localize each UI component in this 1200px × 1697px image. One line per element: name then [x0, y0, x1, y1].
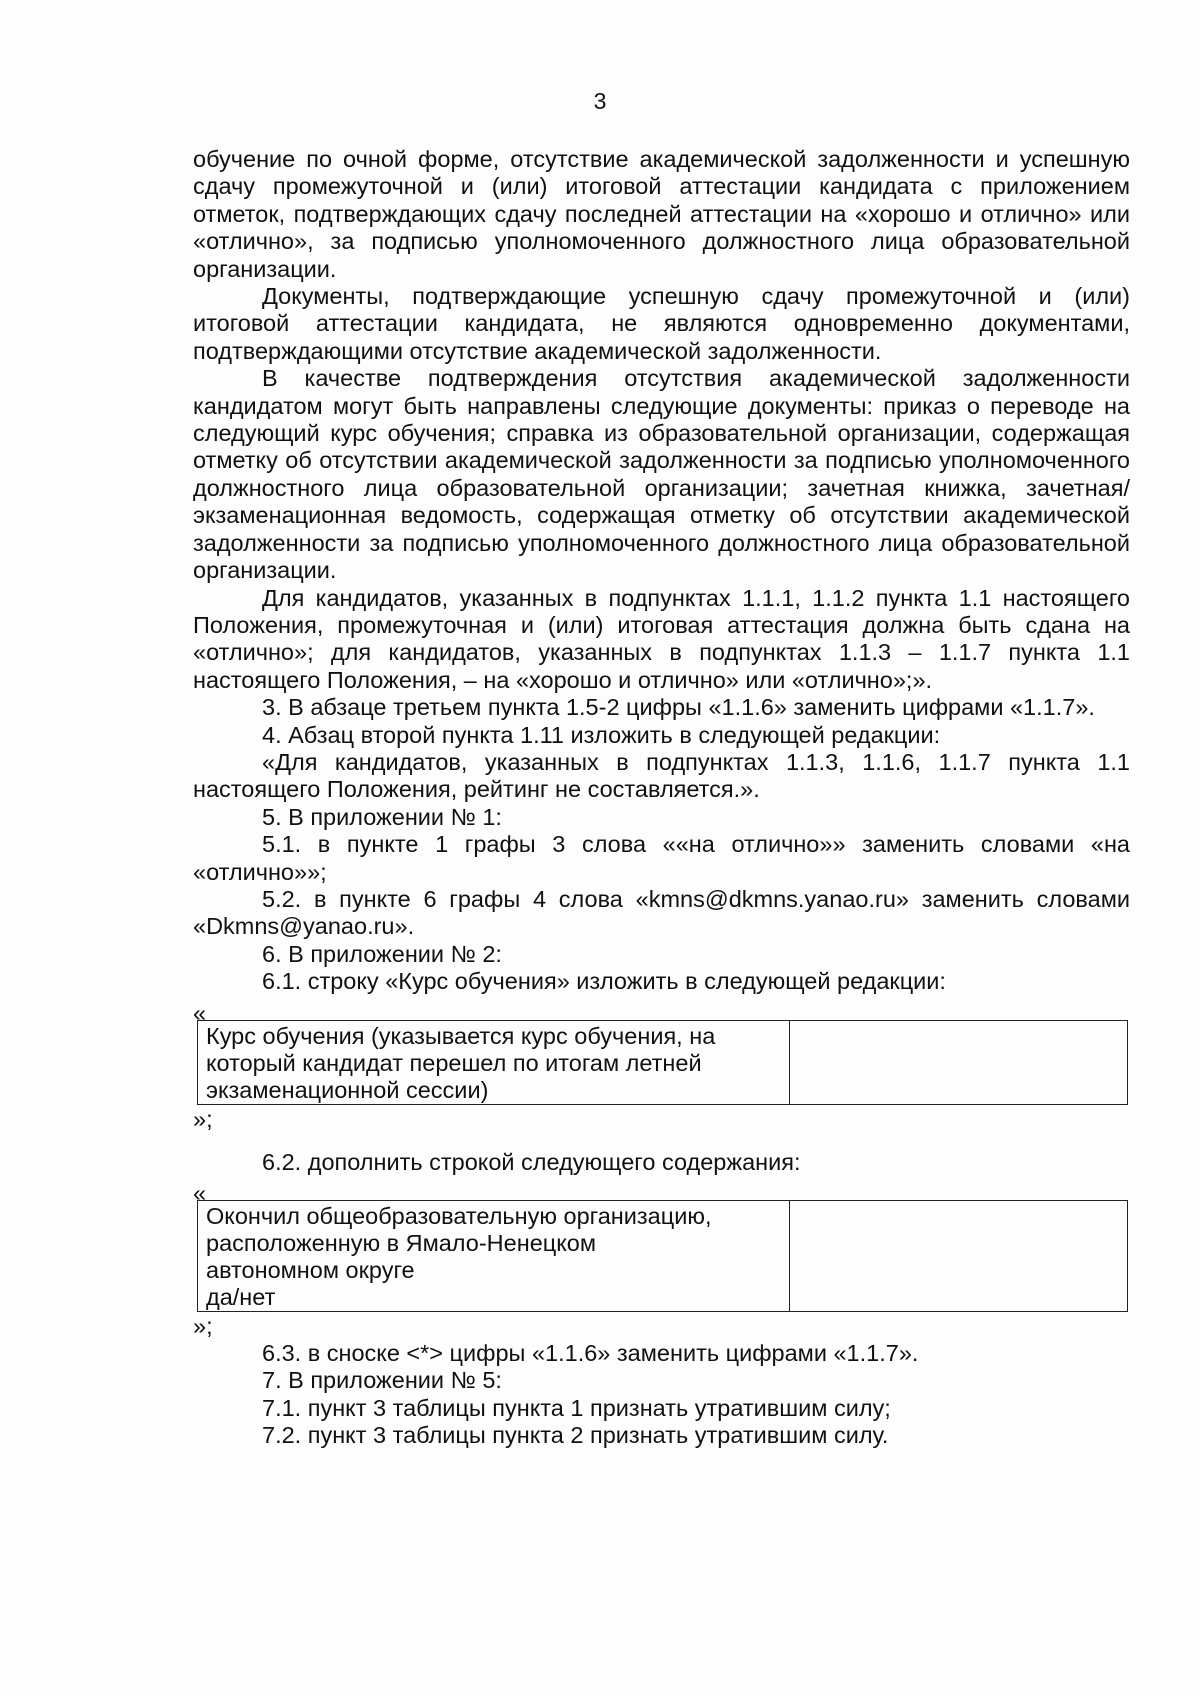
paragraph-item-5: 5. В приложении № 1: [262, 803, 502, 830]
paragraph-item-4: 4. Абзац второй пункта 1.11 изложить в следующей редакции: [262, 721, 941, 748]
paragraph-item-5-2: 5.2. в пункте 6 графы 4 слова «kmns@dkmns.yanao.ru» заменить словами «Dkmns@yanao.ru». [193, 885, 1130, 940]
table2-close-quote: »; [193, 1313, 213, 1339]
table1-open-quote: « [193, 999, 207, 1026]
table1-close-quote: »; [193, 1105, 213, 1132]
paragraph-item-7-1: 7.1. пункт 3 таблицы пункта 1 признать утратившим силу; [262, 1394, 891, 1421]
table2-open-quote: « [193, 1180, 207, 1206]
table-row [198, 1201, 1128, 1312]
paragraph-item-5-1: 5.1. в пункте 1 графы 3 слова ««на отлично»» заменить словами «на «отлично»»; [193, 831, 1130, 885]
paragraph-item-6-2: 6.2. дополнить строкой следующего содержания: [262, 1148, 801, 1175]
page-number: 3 [593, 88, 607, 114]
course-row-label: Курс обучения (указывается курс обучения, на который кандидат перешел по итогам летней экзаменационной сессии) [198, 1020, 790, 1104]
paragraph-confirmation-documents: В качестве подтверждения отсутствия академической задолженности кандидатом могут быть направлены следующие документы: приказ о переводе на следующий курс обучения; справка из образовательной организации, содержащая отметку об отсутствии академической задолженности за подписью уполномоченного должностного лица образовательной организации; зачетная книжка, зачетная/экзаменационная ведомость, содержащая отметку об отсутствии академической задолженности за подписью уполномоченного должностного лица образовательной организации. [193, 365, 1130, 584]
paragraph-item-6-1: 6.1. строку «Курс обучения» изложить в следующей редакции: [262, 968, 946, 995]
course-row-table [197, 1020, 1128, 1105]
spacer [193, 1133, 1130, 1149]
graduate-row-value [790, 1201, 1128, 1312]
graduate-row-label-line: автономном округе [206, 1257, 415, 1283]
paragraph-item-6-3: 6.3. в сноске <*> цифры «1.1.6» заменить цифрами «1.1.7». [262, 1340, 919, 1366]
paragraph-item-3: 3. В абзаце третьем пункта 1.5-2 цифры «1.1.6» заменить цифрами «1.1.7». [262, 694, 1095, 721]
table-row [198, 1020, 1128, 1104]
graduate-row-table [197, 1200, 1128, 1312]
course-row-value [790, 1020, 1128, 1104]
graduate-row-label-line: расположенную в Ямало-Ненецком [206, 1230, 596, 1256]
paragraph-candidates-grades: Для кандидатов, указанных в подпунктах 1.1.1, 1.1.2 пункта 1.1 настоящего Положения, промежуточная и (или) итоговая аттестация должна быть сдана на «отлично»; для кандидатов, указанных в подпунктах 1.1.3 – 1.1.7 пункта 1.1 настоящего Положения, – на «хорошо и отлично» или «отлично»;». [193, 584, 1130, 693]
paragraph-continuation: обучение по очной форме, отсутствие академической задолженности и успешную сдачу промежуточной и (или) итоговой аттестации кандидата с приложением отметок, подтверждающих сдачу последней аттестации на «хорошо и отлично» или «отлично», за подписью уполномоченного должностного лица образовательной организации. [193, 146, 1130, 282]
paragraph-documents-note: Документы, подтверждающие успешную сдачу промежуточной и (или) итоговой аттестации кандидата, не являются одновременно документами, подтверждающими отсутствие академической задолженности. [193, 283, 1130, 364]
paragraph-item-4-text: «Для кандидатов, указанных в подпунктах 1.1.3, 1.1.6, 1.1.7 пункта 1.1 настоящего Положения, рейтинг не составляется.». [193, 748, 1130, 803]
paragraph-item-7-2: 7.2. пункт 3 таблицы пункта 2 признать утратившим силу. [262, 1422, 889, 1449]
graduate-row-label [198, 1201, 790, 1312]
document-body [193, 146, 1130, 1450]
paragraph-item-7: 7. В приложении № 5: [262, 1367, 502, 1394]
graduate-row-label-line: да/нет [206, 1284, 276, 1310]
paragraph-item-6: 6. В приложении № 2: [262, 940, 502, 967]
graduate-row-label-line: Окончил общеобразовательную организацию, [206, 1203, 712, 1229]
